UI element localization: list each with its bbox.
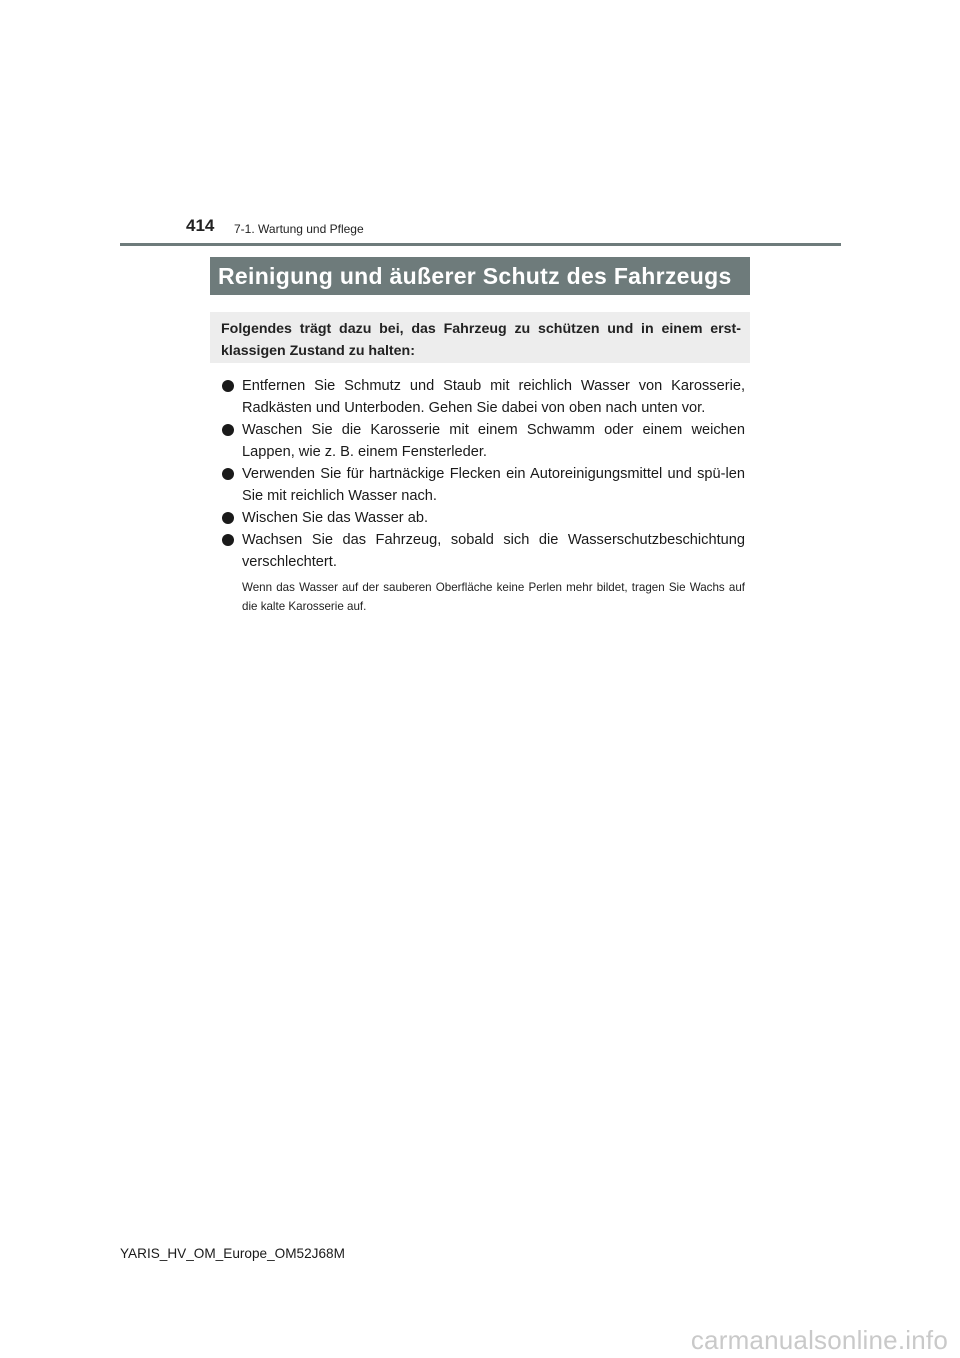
bullet-icon xyxy=(222,424,234,436)
list-item xyxy=(222,529,745,573)
bullet-icon xyxy=(222,512,234,524)
page-number: 414 xyxy=(186,216,215,235)
list-item-text: Entfernen Sie Schmutz und Staub mit reichlich Wasser von Karosserie, Radkästen und Unterboden. Gehen Sie dabei von oben nach unten vor. xyxy=(242,378,745,416)
bullet-icon xyxy=(222,468,234,480)
list-item-text: Verwenden Sie für hartnäckige Flecken ein Autoreinigungsmittel und spü-len Sie mit reichlich Wasser nach. xyxy=(242,466,745,504)
bullet-list xyxy=(222,375,745,573)
footer-doc-id: YARIS_HV_OM_Europe_OM52J68M xyxy=(120,1246,345,1261)
page-title: Reinigung und äußerer Schutz des Fahrzeugs xyxy=(218,262,732,289)
watermark: carmanualsonline.info xyxy=(690,1325,948,1355)
bullet-icon xyxy=(222,534,234,546)
list-item xyxy=(222,463,745,507)
bullet-icon xyxy=(222,380,234,392)
title-bar xyxy=(210,257,750,295)
section-label: 7-1. Wartung und Pflege xyxy=(234,222,364,236)
intro-box xyxy=(210,312,750,363)
list-item-text: Wachsen Sie das Fahrzeug, sobald sich die Wasserschutzbeschichtung verschlechtert. xyxy=(242,532,745,570)
header-rule xyxy=(120,243,841,246)
list-item xyxy=(222,375,745,419)
note-text: Wenn das Wasser auf der sauberen Oberfläche keine Perlen mehr bildet, tragen Sie Wachs auf die kalte Karosserie auf. xyxy=(242,581,745,613)
list-item xyxy=(222,507,745,529)
list-item xyxy=(222,419,745,463)
intro-text: Folgendes trägt dazu bei, das Fahrzeug zu schützen und in einem erst-klassigen Zustand zu halten: xyxy=(221,321,741,359)
list-item-text: Wischen Sie das Wasser ab. xyxy=(242,510,429,526)
list-item-text: Waschen Sie die Karosserie mit einem Schwamm oder einem weichen Lappen, wie z. B. einem Fensterleder. xyxy=(242,422,745,460)
